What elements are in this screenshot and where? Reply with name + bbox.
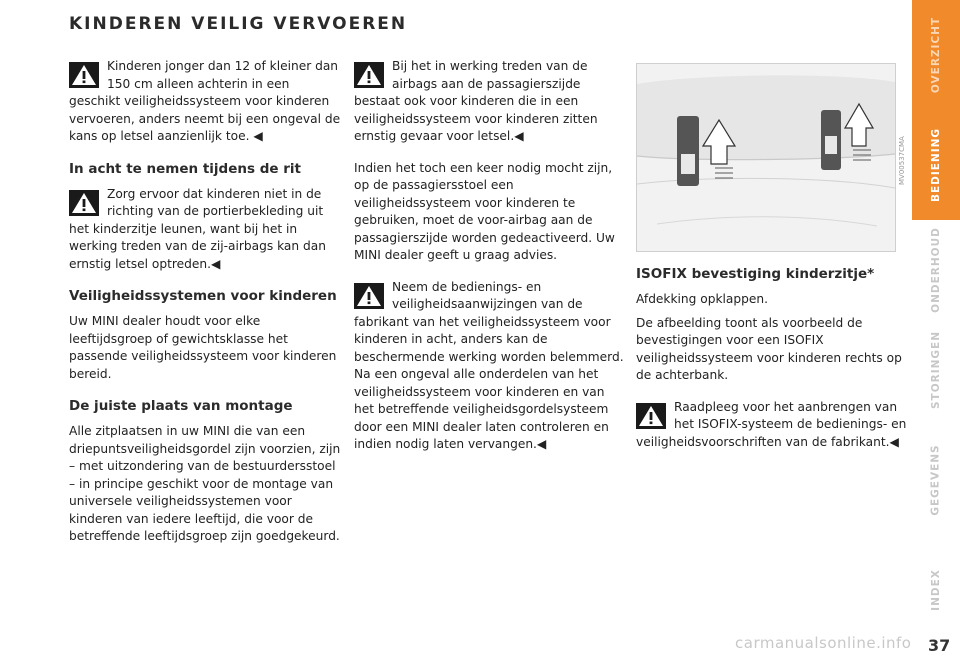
watermark: carmanualsonline.info: [735, 634, 912, 652]
image-code: MV00537CMA: [898, 136, 906, 185]
tab-bediening[interactable]: BEDIENING: [912, 110, 960, 220]
warning-block: [69, 58, 344, 146]
paragraph: Uw MINI dealer houdt voor elke leeftijdsgroep of gewichtsklasse het passende veiligheidssysteem voor kinderen bereid.: [69, 314, 337, 381]
warning-text: Bij het in werking treden van de airbags aan de passagierszijde bestaat ook voor kinderen die in een veiligheidssysteem voor kinderen zitten ernstig gevaar voor letsel.◀: [354, 59, 598, 143]
warning-block: [69, 186, 344, 274]
isofix-illustration: [636, 63, 896, 252]
warning-text: Kinderen jonger dan 12 of kleiner dan 150 cm alleen achterin in een geschikt veiligheidssysteem voor kinderen vervoeren, anders neemt bij een ongeval de kans op letsel aanzienlijk toe. ◀: [69, 59, 341, 143]
paragraph: De afbeelding toont als voorbeeld de bevestigingen voor een ISOFIX veiligheidssysteem voor kinderen rechts op de achterbank.: [636, 315, 902, 382]
tab-gegevens[interactable]: GEGEVENS: [930, 444, 943, 516]
warning-triangle-icon: [69, 62, 99, 88]
warning-triangle-icon: [69, 190, 99, 216]
paragraph: Afdekking opklappen.: [636, 292, 768, 306]
warning-text: Raadpleeg voor het aanbrengen van het ISOFIX-systeem de bedienings- en veiligheidsvoorschriften van de fabrikant.◀: [636, 399, 907, 449]
column-right: [636, 265, 908, 451]
section-heading: ISOFIX bevestiging kinderzitje*: [636, 266, 875, 282]
warning-block: [354, 279, 626, 454]
tab-overzicht[interactable]: OVERZICHT: [912, 0, 960, 110]
section-heading: In acht te nemen tijdens de rit: [69, 160, 301, 177]
warning-text: Zorg ervoor dat kinderen niet in de richting van de portierbekleding uit het kinderzitje leunen, want bij het in werking treden van de zij-airbags kan dan ernstig letsel optreden.◀: [69, 186, 326, 271]
tab-storingen[interactable]: STORINGEN: [930, 330, 943, 410]
warning-text: Neem de bedienings- en veiligheidsaanwijzingen van de fabrikant van het veiligheidssysteem voor kinderen in acht, anders kan de beschermende werking worden belemmerd. Na een ongeval alle onderdelen van het veiligheidssysteem voor kinderen en van het betreffende veiligheidsgordelsysteem door een MINI dealer laten controleren en indien nodig laten vervangen.◀: [354, 279, 624, 451]
section-heading: De juiste plaats van montage: [69, 398, 293, 414]
paragraph: Alle zitplaatsen in uw MINI die van een driepuntsveiligheidsgordel zijn voorzien, zijn – met uitzondering van de bestuurdersstoel – in principe geschikt voor de montage van universele veiligheidssystemen voor kinderen van iedere leeftijd, die voor de betreffende leeftijdsgroep zijn goedgekeurd.: [69, 424, 341, 543]
column-middle: [354, 58, 626, 454]
chapter-tabs: [912, 0, 960, 663]
warning-block: [354, 58, 626, 146]
paragraph: Indien het toch een keer nodig mocht zijn, op de passagiersstoel een veiligheidssysteem voor kinderen te gebruiken, moet de voor-airbag aan de passagierszijde worden gedeactiveerd. Uw MINI dealer geeft u graag advies.: [354, 160, 615, 262]
tab-onderhoud[interactable]: ONDERHOUD: [930, 227, 942, 313]
warning-block: [636, 399, 908, 452]
warning-triangle-icon: [636, 403, 666, 429]
warning-triangle-icon: [354, 283, 384, 309]
page-number: 37: [928, 636, 951, 655]
tab-index[interactable]: INDEX: [930, 569, 942, 611]
warning-triangle-icon: [354, 62, 384, 88]
section-heading: Veiligheidssystemen voor kinderen: [69, 288, 337, 304]
column-left: [69, 58, 344, 546]
isofix-seat-image: [637, 64, 895, 251]
page-title: KINDEREN VEILIG VERVOEREN: [69, 14, 408, 34]
